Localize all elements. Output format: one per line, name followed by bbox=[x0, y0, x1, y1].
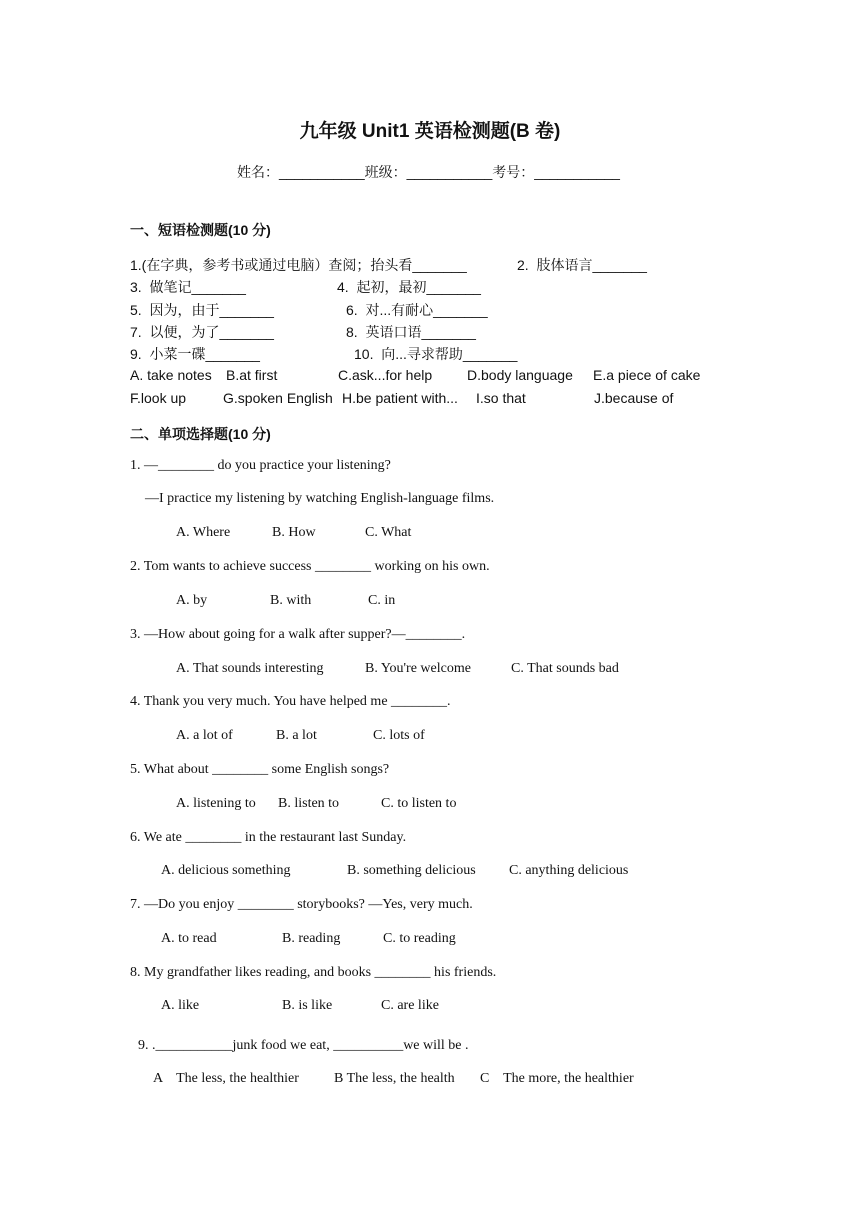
question-3-option-b: B. You're welcome bbox=[365, 661, 471, 676]
question-7-option-c: C. to reading bbox=[383, 931, 456, 946]
question-9-option-c: C The more, the healthier bbox=[480, 1071, 634, 1086]
question-3-option-c: C. That sounds bad bbox=[511, 661, 619, 676]
question-9-option-b: B The less, the health bbox=[334, 1071, 455, 1086]
question-7-option-b: B. reading bbox=[282, 931, 341, 946]
phrase-item-10: 10. 向...寻求帮助_______ bbox=[354, 346, 518, 362]
phrase-option-a: A. take notes bbox=[130, 367, 212, 383]
question-5-option-c: C. to listen to bbox=[381, 796, 457, 811]
phrase-item-1: 1.(在字典，参考书或通过电脑）查阅；抬头看_______ bbox=[130, 257, 467, 273]
question-7-option-a: A. to read bbox=[161, 931, 217, 946]
question-8-option-c: C. are like bbox=[381, 998, 439, 1013]
question-9: 9. .___________junk food we eat, __________we will be . bbox=[138, 1038, 469, 1053]
phrase-item-9: 9. 小菜一碟_______ bbox=[130, 346, 260, 362]
phrase-item-8: 8. 英语口语_______ bbox=[346, 324, 476, 340]
phrase-item-5: 5. 因为，由于_______ bbox=[130, 302, 274, 318]
student-info-line: 姓名：___________班级：___________考号：___________ bbox=[237, 164, 620, 180]
question-2: 2. Tom wants to achieve success ________ working on his own. bbox=[130, 559, 490, 574]
question-1-option-a: A. Where bbox=[176, 525, 231, 540]
question-9-option-a: A The less, the healthier bbox=[153, 1071, 299, 1086]
phrase-item-6: 6. 对...有耐心_______ bbox=[346, 302, 488, 318]
section2-heading: 二、单项选择题(10 分) bbox=[130, 426, 271, 442]
question-6: 6. We ate ________ in the restaurant last Sunday. bbox=[130, 830, 407, 845]
question-5-option-b: B. listen to bbox=[278, 796, 340, 811]
question-8-option-a: A. like bbox=[161, 998, 200, 1013]
question-2-option-c: C. in bbox=[368, 593, 396, 608]
question-2-option-a: A. by bbox=[176, 593, 208, 608]
question-4-option-c: C. lots of bbox=[373, 728, 425, 743]
question-3: 3. —How about going for a walk after supper?—________. bbox=[130, 627, 466, 642]
question-3-option-a: A. That sounds interesting bbox=[176, 661, 324, 676]
question-4: 4. Thank you very much. You have helped me ________. bbox=[130, 694, 451, 709]
phrase-option-f: F.look up bbox=[130, 390, 187, 406]
phrase-option-h: H.be patient with... bbox=[342, 390, 458, 406]
phrase-item-3: 3. 做笔记_______ bbox=[130, 279, 246, 295]
question-1-option-c: C. What bbox=[365, 525, 412, 540]
question-7: 7. —Do you enjoy ________ storybooks? —Yes, very much. bbox=[130, 897, 473, 912]
question-4-option-b: B. a lot bbox=[276, 728, 317, 743]
question-6-option-a: A. delicious something bbox=[161, 863, 291, 878]
phrase-option-b: B.at first bbox=[226, 367, 278, 383]
question-4-option-a: A. a lot of bbox=[176, 728, 233, 743]
phrase-option-g: G.spoken English bbox=[223, 390, 333, 406]
question-8-option-b: B. is like bbox=[282, 998, 333, 1013]
question-6-option-c: C. anything delicious bbox=[509, 863, 629, 878]
question-8: 8. My grandfather likes reading, and books ________ his friends. bbox=[130, 965, 497, 980]
question-5-option-a: A. listening to bbox=[176, 796, 256, 811]
phrase-item-7: 7. 以便，为了_______ bbox=[130, 324, 274, 340]
question-6-option-b: B. something delicious bbox=[347, 863, 476, 878]
question-1: 1. —________ do you practice your listening? bbox=[130, 458, 391, 473]
question-1-response: —I practice my listening by watching English-language films. bbox=[145, 491, 495, 506]
phrase-item-4: 4. 起初，最初_______ bbox=[337, 279, 481, 295]
phrase-option-i: I.so that bbox=[476, 390, 526, 406]
question-1-option-b: B. How bbox=[272, 525, 316, 540]
phrase-option-j: J.because of bbox=[594, 390, 674, 406]
phrase-option-d: D.body language bbox=[467, 367, 573, 383]
question-5: 5. What about ________ some English songs? bbox=[130, 762, 390, 777]
section1-heading: 一、短语检测题(10 分) bbox=[130, 222, 271, 238]
phrase-option-e: E.a piece of cake bbox=[593, 367, 701, 383]
page-title: 九年级 Unit1 英语检测题(B 卷) bbox=[299, 121, 561, 142]
question-2-option-b: B. with bbox=[270, 593, 312, 608]
phrase-option-c: C.ask...for help bbox=[338, 367, 433, 383]
phrase-item-2: 2. 肢体语言_______ bbox=[517, 257, 647, 273]
